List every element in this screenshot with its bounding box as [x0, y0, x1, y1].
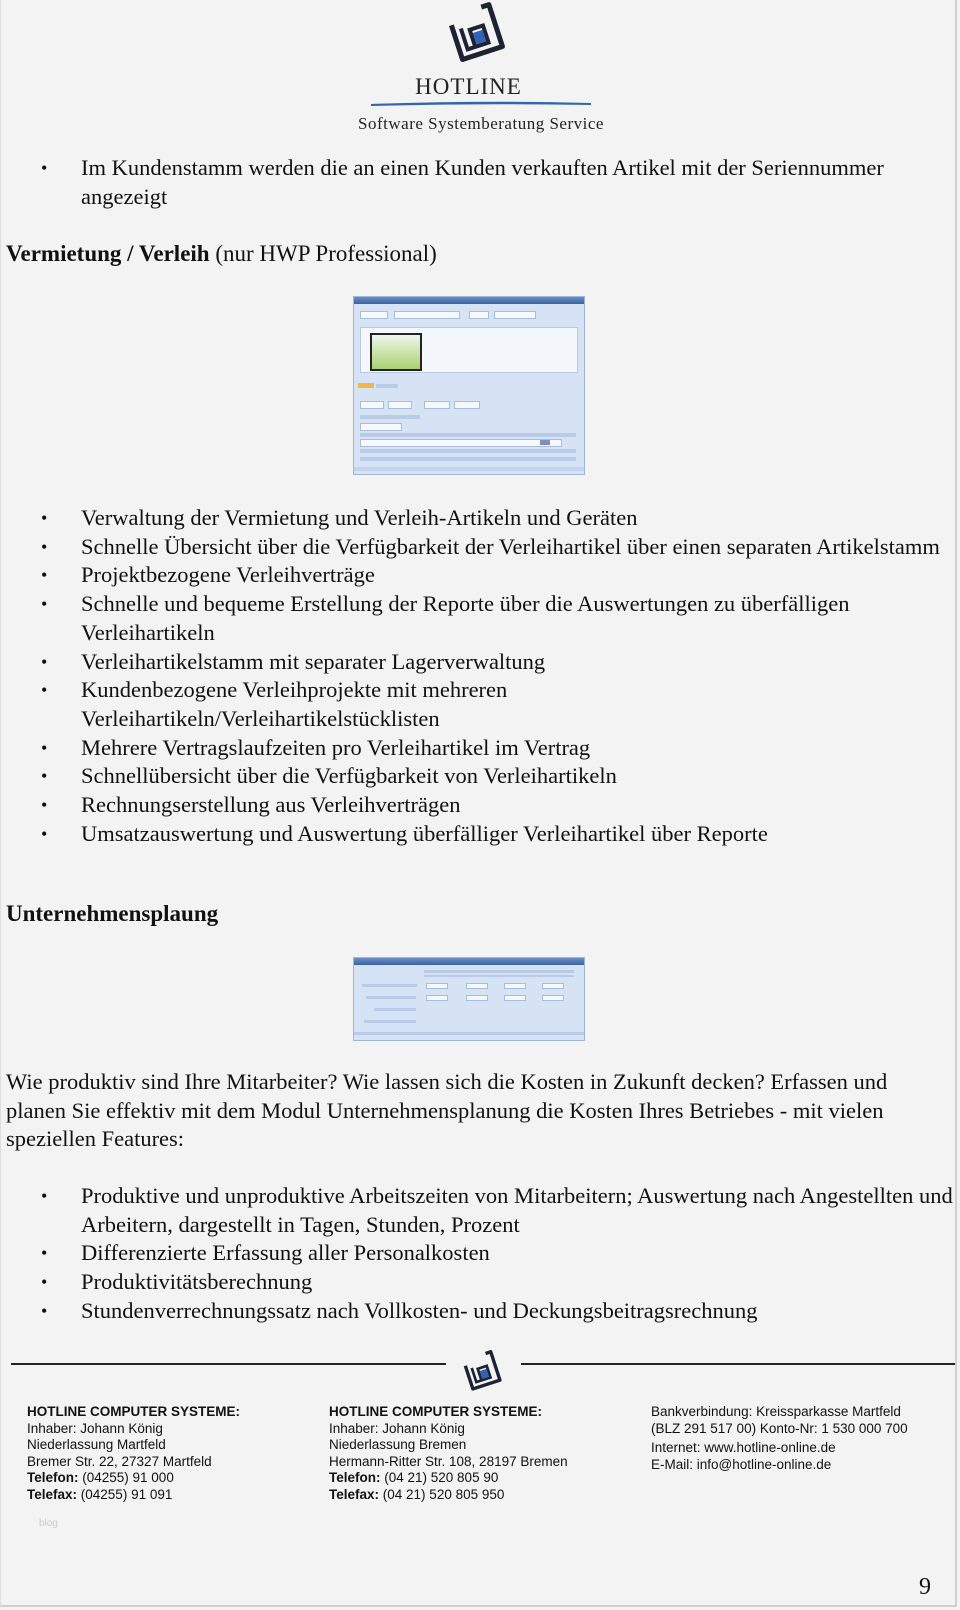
intro-bullet-list [1, 154, 941, 211]
list-item: • Schnelle und bequeme Erstellung der Reporte über die Auswertungen zu überfälligen Verleihartikeln [41, 591, 850, 645]
hotline-floppy-logo-icon [441, 2, 511, 64]
list-item: • Projektbezogene Verleihverträge [1, 561, 941, 590]
bullet-icon: • [41, 594, 48, 615]
bullet-icon: • [41, 766, 48, 787]
list-item: • Produktivitätsberechnung [1, 1268, 941, 1297]
list-item: • Umsatzauswertung und Auswertung überfälliger Verleihartikel über Reporte [1, 820, 941, 849]
planning-module-screenshot [353, 957, 585, 1041]
footer-address-martfeld: HOTLINE COMPUTER SYSTEME: Inhaber: Johann König Niederlassung Martfeld Bremer Str. 22, 27327 Martfeld Telefon: (04255) 91 000 Telefax: (04255) 91 091 [27, 1404, 241, 1502]
list-item: • Mehrere Vertragslaufzeiten pro Verleihartikel im Vertrag [1, 734, 941, 763]
list-item: • Verwaltung der Vermietung und Verleih-Artikeln und Geräten [1, 504, 941, 533]
bullet-icon: • [41, 1300, 48, 1321]
screenshot-titlebar [354, 297, 584, 304]
brand-tagline: Software Systemberatung Service [358, 114, 604, 133]
bullet-icon: • [41, 651, 48, 672]
list-item: • Kundenbezogene Verleihprojekte mit mehreren Verleihartikeln/Verleihartikelstücklisten [41, 677, 508, 731]
list-item: • Stundenverrechnungssatz nach Vollkosten- und Deckungsbeitragsrechnung [1, 1297, 941, 1326]
section-heading-planning: Unternehmensplaung [6, 901, 219, 926]
list-item: • Differenzierte Erfassung aller Personalkosten [1, 1239, 941, 1268]
bullet-icon: • [41, 1186, 48, 1206]
bank-details: Bankverbindung: Kreissparkasse Martfeld [651, 1404, 901, 1419]
footer-bank-contact [651, 1404, 908, 1473]
brand-underline-swoosh [371, 100, 591, 106]
email-link[interactable]: E-Mail: info@hotline-online.de [651, 1456, 832, 1472]
list-item: • Schnellübersicht über die Verfügbarkeit von Verleihartikeln [1, 762, 941, 791]
bullet-icon: • [41, 1272, 48, 1293]
list-item: • Schnelle Übersicht über die Verfügbarkeit der Verleihartikel über einen separaten Artikelstamm [1, 533, 941, 562]
rental-module-screenshot [353, 296, 585, 475]
footer-divider-right [521, 1363, 955, 1365]
list-item: • Rechnungserstellung aus Verleihverträgen [1, 791, 941, 820]
bullet-icon: • [41, 565, 48, 586]
list-item: • Produktive und unproduktive Arbeitszeiten von Mitarbeitern; Auswertung nach Angestellten und Arbeitern, dargestellt in Tagen, Stunden, Prozent [41, 1183, 953, 1237]
footer-divider-left [11, 1363, 446, 1365]
rental-feature-list [1, 504, 941, 848]
planning-intro-paragraph: Wie produktiv sind Ihre Mitarbeiter? Wie lassen sich die Kosten in Zukunft decken? Erfassen und planen Sie effektiv mit dem Modul Unternehmensplanung die Kosten Ihres Betriebes - mit vielen speziellen Features: [6, 1069, 888, 1152]
list-item: • Im Kundenstamm werden die an einen Kunden verkauften Artikel mit der Seriennummer angezeigt [41, 155, 884, 209]
bullet-icon: • [41, 1243, 48, 1264]
list-item: • Verleihartikelstamm mit separater Lagerverwaltung [1, 648, 941, 677]
bullet-icon: • [41, 823, 48, 844]
bullet-icon: • [41, 536, 48, 557]
screenshot-titlebar [354, 958, 584, 965]
website-link[interactable]: Internet: www.hotline-online.de [651, 1440, 836, 1456]
bank-account: (BLZ 291 517 00) Konto-Nr: 1 530 000 700 [651, 1420, 908, 1436]
bullet-icon: • [41, 737, 48, 758]
brand-name: HOTLINE [415, 74, 522, 99]
hotline-floppy-logo-icon [458, 1350, 506, 1392]
watermark: blog [39, 1518, 58, 1529]
bullet-icon: • [41, 158, 48, 178]
footer-address-bremen: HOTLINE COMPUTER SYSTEME: Inhaber: Johann König Niederlassung Bremen Hermann-Ritter Str. 108, 28197 Bremen Telefon: (04 21) 520 805 90 Telefax: (04 21) 520 805 950 [329, 1404, 568, 1502]
product-photo [370, 333, 422, 371]
planning-feature-list [1, 1182, 953, 1326]
page-number: 9 [919, 1574, 931, 1600]
bullet-icon: • [41, 680, 48, 701]
bullet-icon: • [41, 508, 48, 528]
section-heading-rental: Vermietung / Verleih (nur HWP Professional) [6, 241, 437, 266]
bullet-icon: • [41, 795, 48, 816]
